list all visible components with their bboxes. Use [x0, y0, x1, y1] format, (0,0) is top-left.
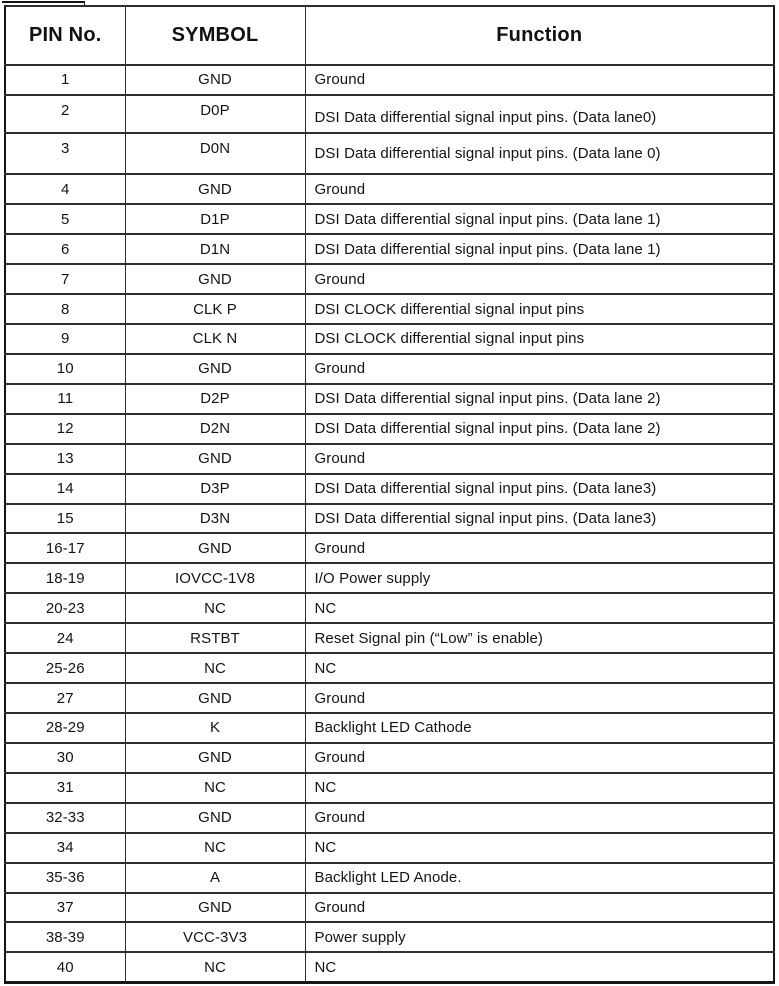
symbol-cell: NC — [125, 833, 305, 863]
pin-cell: 3 — [5, 133, 125, 174]
pin-cell: 18-19 — [5, 563, 125, 593]
table-row — [5, 803, 774, 833]
pin-cell: 2 — [5, 95, 125, 133]
table-row — [5, 863, 774, 893]
function-cell: Ground — [305, 803, 774, 833]
header-pin-no: PIN No. — [5, 6, 125, 65]
symbol-cell: D0P — [125, 95, 305, 133]
symbol-cell: D1P — [125, 204, 305, 234]
symbol-cell: D1N — [125, 234, 305, 264]
symbol-cell: GND — [125, 803, 305, 833]
table-row — [5, 234, 774, 264]
table-row — [5, 444, 774, 474]
function-cell: DSI CLOCK differential signal input pins — [305, 294, 774, 324]
table-row — [5, 563, 774, 593]
symbol-cell: GND — [125, 65, 305, 95]
symbol-cell: GND — [125, 264, 305, 294]
pin-cell: 34 — [5, 833, 125, 863]
pin-cell: 37 — [5, 893, 125, 923]
symbol-cell: GND — [125, 354, 305, 384]
symbol-cell: VCC-3V3 — [125, 922, 305, 952]
table-row — [5, 354, 774, 384]
function-cell: NC — [305, 593, 774, 623]
pin-cell: 32-33 — [5, 803, 125, 833]
symbol-cell: K — [125, 713, 305, 743]
table-row — [5, 133, 774, 174]
table-row — [5, 773, 774, 803]
table-row — [5, 384, 774, 414]
pin-cell: 4 — [5, 174, 125, 204]
pin-assignment-table — [4, 5, 775, 984]
table-row — [5, 952, 774, 982]
function-cell: DSI Data differential signal input pins. (Data lane 1) — [305, 204, 774, 234]
table-row — [5, 593, 774, 623]
table-row — [5, 653, 774, 683]
symbol-cell: GND — [125, 893, 305, 923]
symbol-cell: GND — [125, 174, 305, 204]
function-cell: Ground — [305, 444, 774, 474]
pin-cell: 5 — [5, 204, 125, 234]
table-row — [5, 324, 774, 354]
table-row — [5, 713, 774, 743]
pin-cell: 9 — [5, 324, 125, 354]
symbol-cell: D3P — [125, 474, 305, 504]
table-row — [5, 474, 774, 504]
symbol-cell: CLK N — [125, 324, 305, 354]
header-symbol: SYMBOL — [125, 6, 305, 65]
table-row — [5, 683, 774, 713]
table-body — [5, 65, 774, 983]
pin-cell: 20-23 — [5, 593, 125, 623]
function-cell: Backlight LED Anode. — [305, 863, 774, 893]
symbol-cell: RSTBT — [125, 623, 305, 653]
symbol-cell: D3N — [125, 504, 305, 534]
table-row — [5, 893, 774, 923]
symbol-cell: GND — [125, 533, 305, 563]
pin-cell: 6 — [5, 234, 125, 264]
header-function: Function — [305, 6, 774, 65]
header-row — [5, 6, 774, 65]
table-row — [5, 294, 774, 324]
pin-cell: 8 — [5, 294, 125, 324]
table-row — [5, 922, 774, 952]
function-cell: Ground — [305, 174, 774, 204]
symbol-cell: GND — [125, 444, 305, 474]
pin-cell: 7 — [5, 264, 125, 294]
symbol-cell: NC — [125, 952, 305, 982]
pin-cell: 15 — [5, 504, 125, 534]
table-row — [5, 504, 774, 534]
table-row — [5, 174, 774, 204]
table-row — [5, 264, 774, 294]
function-cell: Ground — [305, 683, 774, 713]
function-cell: Ground — [305, 893, 774, 923]
symbol-cell: D0N — [125, 133, 305, 174]
table-row — [5, 204, 774, 234]
pin-cell: 11 — [5, 384, 125, 414]
pin-cell: 31 — [5, 773, 125, 803]
function-cell: NC — [305, 833, 774, 863]
pin-cell: 28-29 — [5, 713, 125, 743]
function-cell: Ground — [305, 264, 774, 294]
function-cell: DSI Data differential signal input pins. (Data lane 0) — [305, 133, 774, 174]
pin-cell: 40 — [5, 952, 125, 982]
pin-cell: 24 — [5, 623, 125, 653]
symbol-cell: NC — [125, 593, 305, 623]
table-row — [5, 743, 774, 773]
function-cell: Power supply — [305, 922, 774, 952]
symbol-cell: GND — [125, 683, 305, 713]
symbol-cell: D2P — [125, 384, 305, 414]
pin-cell: 13 — [5, 444, 125, 474]
symbol-cell: NC — [125, 653, 305, 683]
symbol-cell: CLK P — [125, 294, 305, 324]
function-cell: Ground — [305, 533, 774, 563]
function-cell: I/O Power supply — [305, 563, 774, 593]
table-header — [5, 6, 774, 65]
symbol-cell: A — [125, 863, 305, 893]
function-cell: DSI CLOCK differential signal input pins — [305, 324, 774, 354]
function-cell: Backlight LED Cathode — [305, 713, 774, 743]
function-cell: Ground — [305, 354, 774, 384]
symbol-cell: GND — [125, 743, 305, 773]
table-row — [5, 65, 774, 95]
symbol-cell: IOVCC-1V8 — [125, 563, 305, 593]
function-cell: DSI Data differential signal input pins. (Data lane 2) — [305, 414, 774, 444]
pin-cell: 38-39 — [5, 922, 125, 952]
table-row — [5, 533, 774, 563]
function-cell: DSI Data differential signal input pins. (Data lane 2) — [305, 384, 774, 414]
function-cell: NC — [305, 773, 774, 803]
pin-cell: 35-36 — [5, 863, 125, 893]
symbol-cell: D2N — [125, 414, 305, 444]
pin-cell: 16-17 — [5, 533, 125, 563]
function-cell: Ground — [305, 65, 774, 95]
pin-cell: 25-26 — [5, 653, 125, 683]
table-row — [5, 623, 774, 653]
function-cell: NC — [305, 653, 774, 683]
function-cell: DSI Data differential signal input pins. (Data lane3) — [305, 474, 774, 504]
symbol-cell: NC — [125, 773, 305, 803]
table-row — [5, 95, 774, 133]
function-cell: Ground — [305, 743, 774, 773]
pin-cell: 30 — [5, 743, 125, 773]
function-cell: Reset Signal pin (“Low” is enable) — [305, 623, 774, 653]
function-cell: DSI Data differential signal input pins. (Data lane 1) — [305, 234, 774, 264]
pin-cell: 27 — [5, 683, 125, 713]
function-cell: DSI Data differential signal input pins. (Data lane3) — [305, 504, 774, 534]
table-row — [5, 414, 774, 444]
function-cell: DSI Data differential signal input pins. (Data lane0) — [305, 95, 774, 133]
function-cell: NC — [305, 952, 774, 982]
pin-cell: 12 — [5, 414, 125, 444]
table-row — [5, 833, 774, 863]
pin-cell: 14 — [5, 474, 125, 504]
pin-cell: 10 — [5, 354, 125, 384]
pin-cell: 1 — [5, 65, 125, 95]
